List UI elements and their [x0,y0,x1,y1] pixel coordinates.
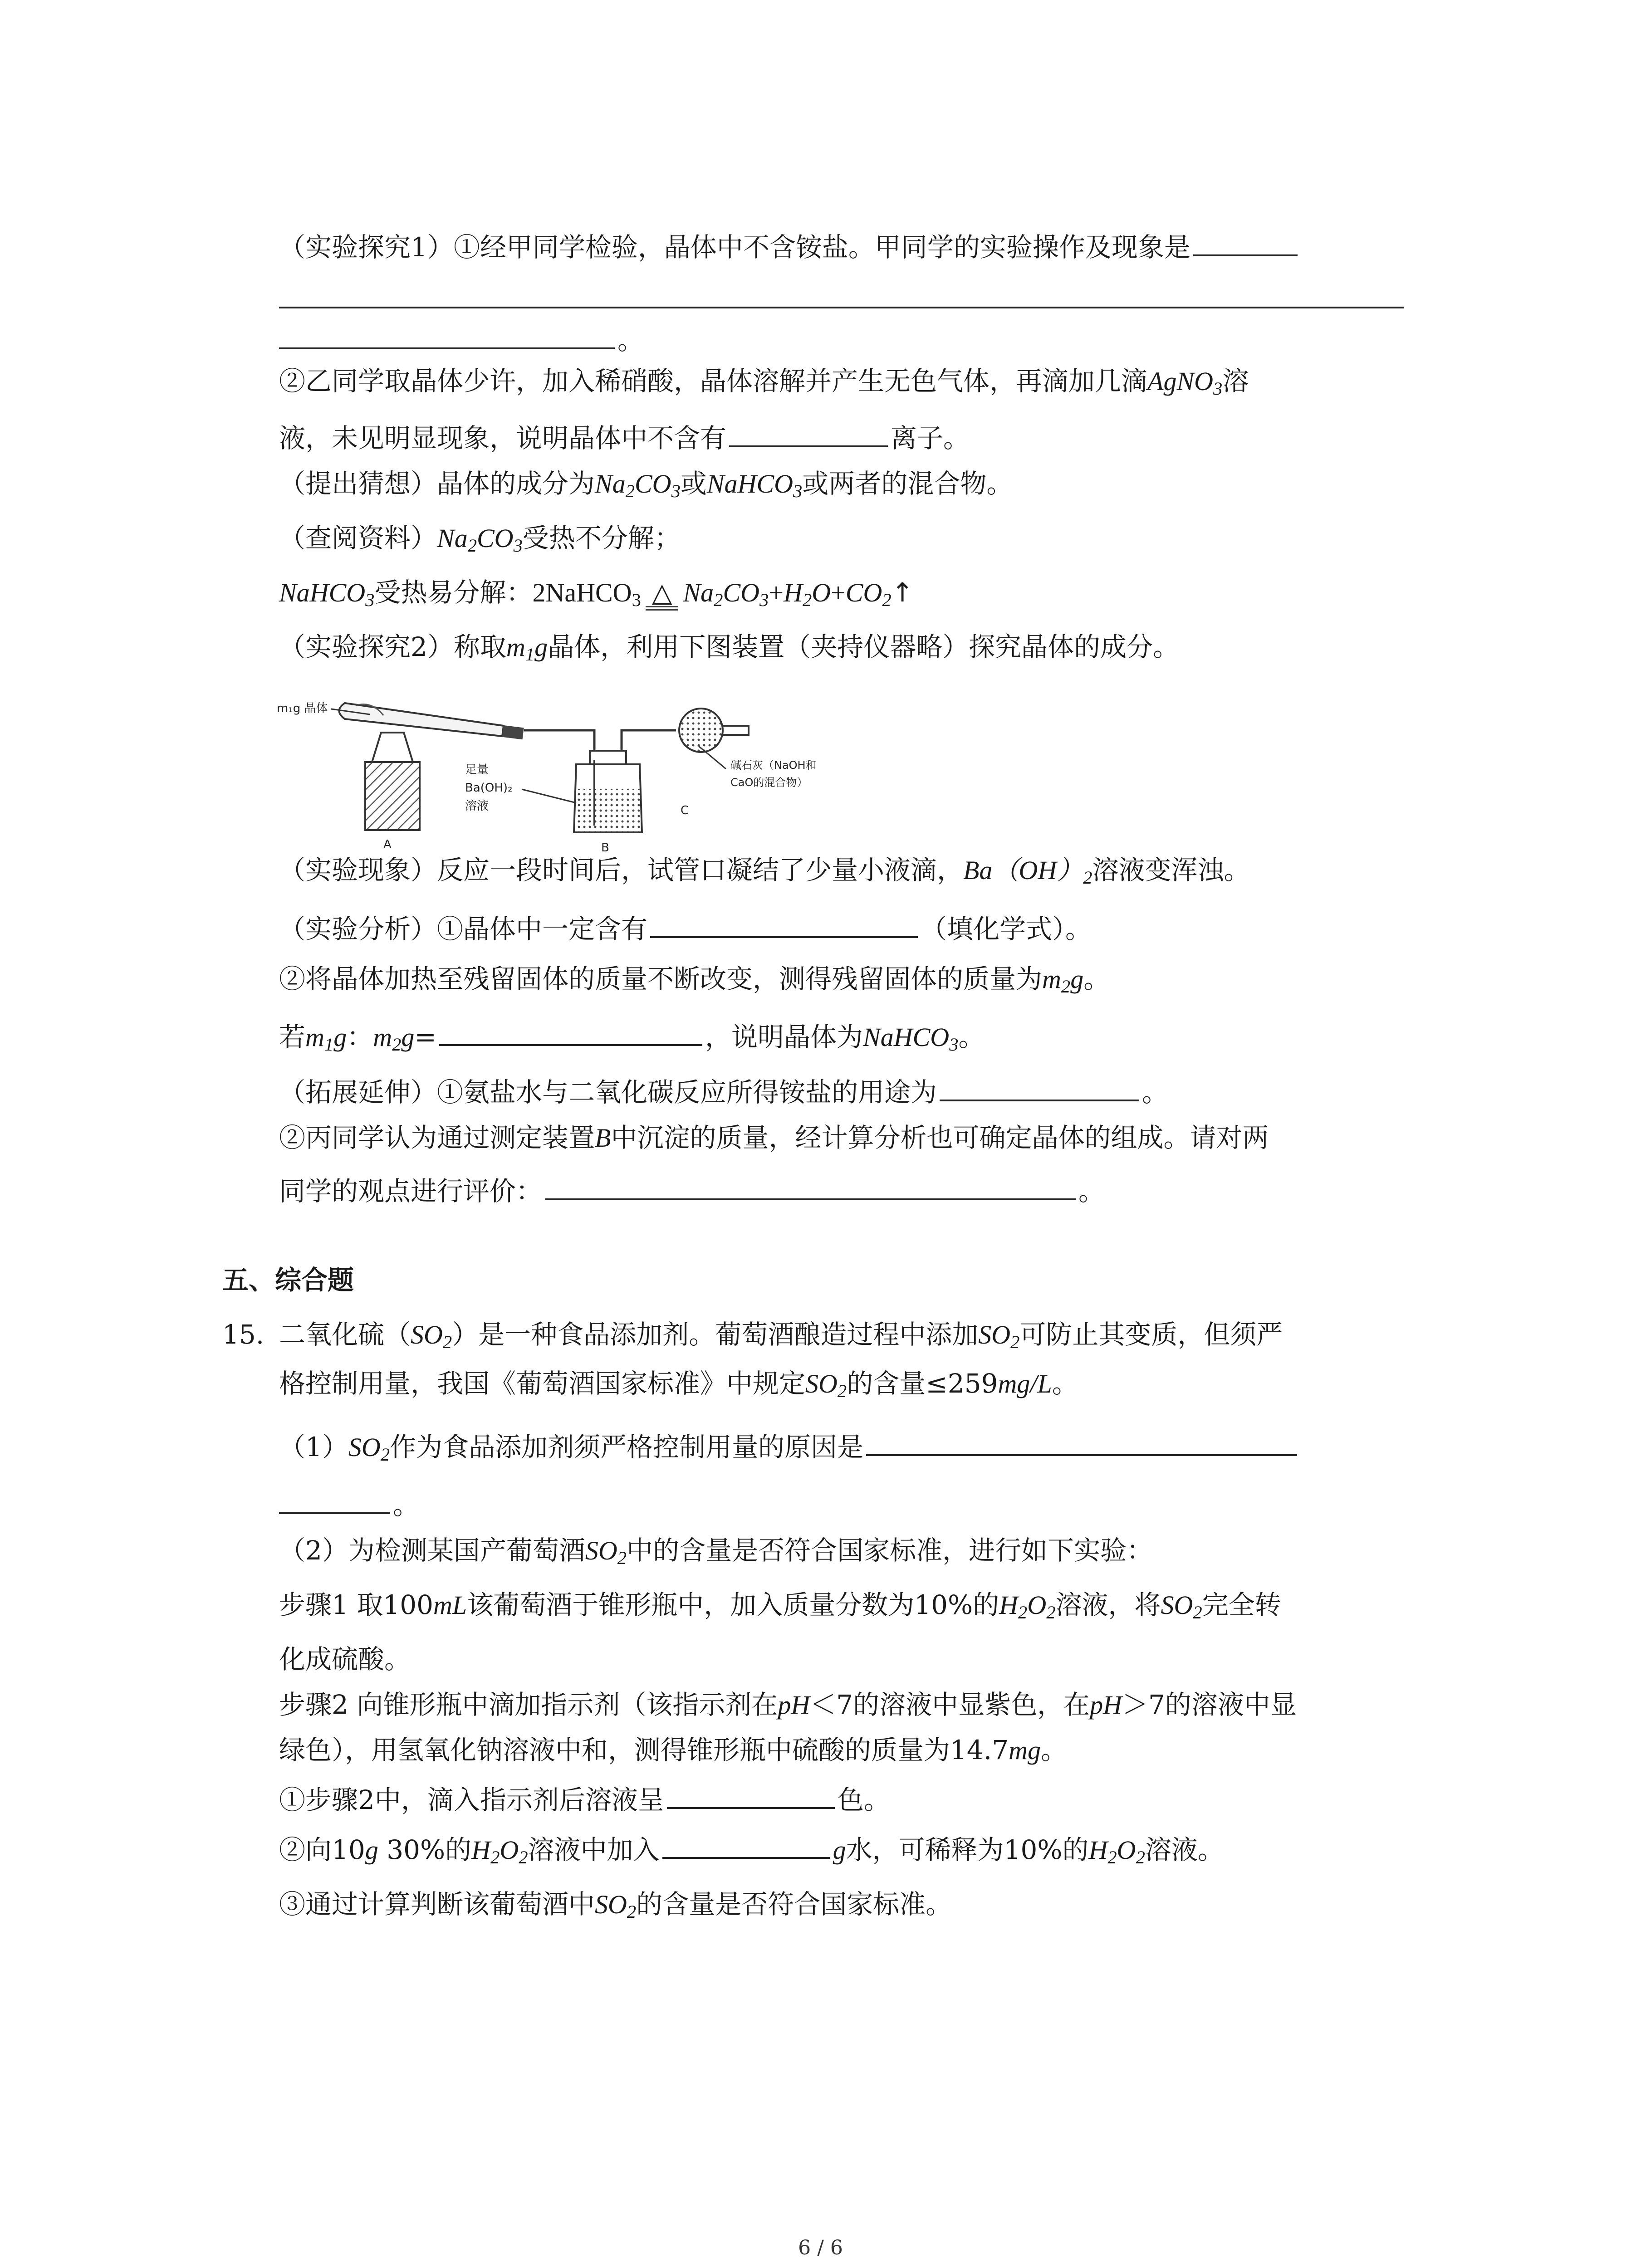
exp1-text-4b: 溶 [1222,366,1249,396]
page-number: 6 / 6 [798,2236,843,2259]
equation-reactant: 2NaHCO$_3$ [532,578,641,611]
q15-part1-line: $(1)SO_2$作为食品添加剂须严格控制用量的原因是 [279,1429,1300,1465]
answer-blank-3[interactable] [650,911,918,938]
label-liquid-1: 足量 [465,763,489,777]
exp1-text-5: 液，未见明显现象，说明晶体中不含有 [279,423,727,454]
q15-sub1-line: ①步骤2中，滴入指示剂后溶液呈 色。 [279,1782,890,1818]
question-number: 15. [222,1319,265,1350]
answer-blank-6[interactable] [545,1173,1076,1200]
exp1-text-1: （实验探究1）①经甲同学检验，晶体中不含铵盐。甲同学的实验操作及现象是 [279,232,1190,263]
label-c: C [681,804,689,817]
formula-nahco3-3: NaHCO$_3$ [863,1022,959,1055]
exp1-line-1 [279,229,1300,265]
formula-na2co3: $Na_2CO_3$ [595,469,681,502]
gas-arrow: ↑ [891,577,914,608]
answer-blank-5[interactable] [940,1074,1139,1101]
test-tube-a [339,703,524,739]
apparatus-figure [277,683,817,855]
q15-line-1: 15. 二氧化硫$(SO_2)$是一种食品添加剂。葡萄酒酿造过程中添加$SO_2$可防止其变质，但须严 [222,1316,1283,1353]
guess-line: （提出猜想）晶体的成分为$Na_2CO_3$或NaHCO$_3$或两者的混合物。 [279,468,1013,502]
mass-m1: $m_1g$ [506,632,548,665]
label-lime-1: 碱石灰（NaOH和 [730,759,817,772]
answer-blank-9[interactable] [662,1832,830,1859]
analysis-line-1: （实验分析）①晶体中一定含有 （填化学式）。 [279,911,1092,947]
q15-step1-line-2: 化成硫酸。 [279,1644,411,1675]
label-a: A [383,838,392,851]
analysis-line-2: ②将晶体加热至残留固体的质量不断改变，测得残留固体的质量为$m_2g$。 [279,963,1110,997]
exp1-period: 。 [617,325,644,356]
exp1-line-4 [279,363,1249,399]
label-liquid-2: Ba(OH)₂ [465,781,513,795]
exp1-text-4: ②乙同学取晶体少许，加入稀硝酸，晶体溶解并产生无色气体，再滴加几滴 [279,366,1148,396]
label-lime-2: CaO的混合物） [730,776,808,789]
analysis-line-3: 若$m_1g$：$m_2g=$ ，说明晶体为NaHCO$_3$。 [279,1019,985,1055]
ratio-m2: $m_2g$ [373,1022,415,1055]
extend-line-2: ②丙同学认为通过测定装置B中沉淀的质量，经计算分析也可确定晶体的组成。请对两 [279,1122,1269,1153]
extend-line-1: （拓展延伸）①氨盐水与二氧化碳反应所得铵盐的用途为 。 [279,1074,1168,1110]
answer-blank-1b[interactable] [279,307,1404,308]
exp2-line: （实验探究2）称取$m_1g$晶体，利用下图装置（夹持仪器略）探究晶体的成分。 [279,631,1180,665]
q15-step2-line-2: 绿色），用氢氧化钠溶液中和，测得锥形瓶中硫酸的质量为14.7mg。 [279,1735,1068,1765]
answer-blank-4[interactable] [439,1019,702,1046]
heat-condition: △ [646,579,679,611]
device-b-ref: B [595,1123,611,1153]
answer-blank-1c[interactable] [279,322,615,349]
q15-sub2-line: ②向10g 30%的$H_2O_2$溶液中加入 g水，可稀释为10%的$H_2O_2$溶液。 [279,1832,1224,1868]
phenomenon-line: （实验现象）反应一段时间后，试管口凝结了少量小液滴，$Ba(OH)_2$溶液变浑浊。 [279,855,1250,888]
formula-nahco3-2: NaHCO$_3$ [279,578,375,611]
q15-part2-line: （2）为检测某国产葡萄酒$SO_2$中的含量是否符合国家标准，进行如下实验： [279,1535,1153,1569]
ratio-m1: $m_1g$ [305,1022,347,1055]
formula-agno3: AgNO$_3$ [1147,367,1223,399]
decomposition-line: NaHCO$_3$受热易分解：2NaHCO$_3$ △ $Na_2CO_3+H_2O+CO_2↑$ [279,577,914,611]
q15-step1-line: 步骤1 取100mL该葡萄酒于锥形瓶中，加入质量分数为10%的$H_2O_2$溶液，将$SO_2$完全转 [279,1589,1281,1623]
info-line: （查阅资料）$Na_2CO_3$受热不分解； [279,523,681,556]
lamp-stand-a [365,733,420,830]
label-m1-crystal: m₁g 晶体 [277,702,328,715]
wash-bottle-b [574,751,642,832]
answer-blank-7a[interactable] [866,1429,1297,1456]
equation-products: $Na_2CO_3+H_2O+CO_2$ [683,578,892,611]
exp1-line-5 [279,420,970,456]
connecting-tube-ab [524,730,594,760]
answer-blank-2[interactable] [729,420,888,447]
exp1-text-5b: 离子。 [891,423,970,454]
label-liquid-3: 溶液 [465,799,489,813]
formula-na2co3-2: $Na_2CO_3$ [437,523,523,556]
mass-m2: $m_2g$ [1042,964,1084,997]
formula-baoh2: $Ba(OH)_2$ [963,855,1092,888]
q15-line-2: 格控制用量，我国《葡萄酒国家标准》中规定$SO_2$的含量≤259mg/L。 [279,1368,1078,1402]
formula-nahco3: NaHCO$_3$ [706,469,803,502]
q15-sub3-line: ③通过计算判断该葡萄酒中$SO_2$的含量是否符合国家标准。 [279,1889,952,1922]
extend-line-3: 同学的观点进行评价： 。 [279,1173,1105,1209]
section-5-title: 五、综合题 [222,1265,354,1295]
answer-blank-7b[interactable] [279,1487,390,1514]
answer-blank-1a[interactable] [1193,229,1298,256]
q15-step2-line: 步骤2 向锥形瓶中滴加指示剂（该指示剂在pH＜7的溶液中显紫色，在pH＞7的溶液中显 [279,1689,1297,1720]
q15-part1-line-2: 。 [279,1487,419,1523]
exp1-line-3 [279,322,644,358]
connecting-tube-bc [622,730,676,760]
label-b: B [601,841,609,855]
answer-blank-8[interactable] [667,1782,835,1809]
